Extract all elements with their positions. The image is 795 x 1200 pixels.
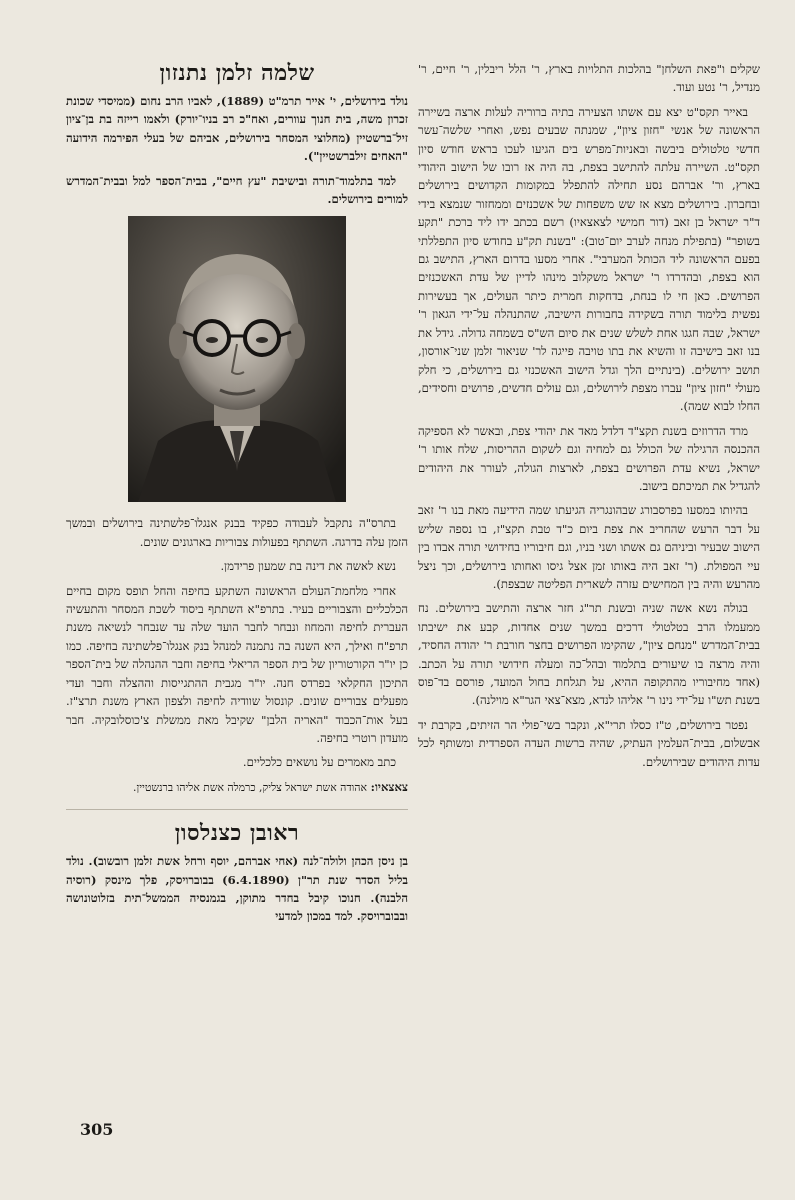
bio1-paragraph-haifa: אחרי מלחמת־העולם הראשונה השתקע בחיפה והחל תופס מקום בחיים הכלכליים והצבוריים בעיר. בתרפ"א השתתף ביסוד לשכת המסחר והתעשיה העברית לחיפה והמחוז ונבחר לחבר הועד שלה עד שנבחר לנשיאה משנת תרפ"ח ואילך, היא השנה בה נתמנה למנהל בנק אנגלו־פלשתינה בחיפה. כמו כן יו"ר הקורטוריון של בית הספר הריאלי בחיפה וחבר ההנהלה של בית־הספר התיכון החקלאי בפרדס חנה. יו"ר מגבית ההתגייסות וההצלה וחבר ועדי מפעלים צבוריים שונים. קונסול שוודיה לחיפה ולצפון הארץ משנת תרצ"ז. בעל אות־הכבוד "האריה הלבן" שקיבל מאת ממשלת צ'כוסלובקיה. חבר מועדון רוטרי בחיפה. bbox=[66, 583, 408, 745]
bio-title-katznelson: ראובן כצנלסון bbox=[174, 820, 300, 847]
portrait-photo-drawing bbox=[128, 216, 346, 502]
right-paragraph-5: בגולה נשא אשה שניה ובשנת תר"ג חזר ארצה והתישב בירושלים. נח ממעמלו הרב בטלטולי דרכים במשך שנים אחדות, קבע את ישיבתו בבית־המדרש "מנחם ציון", שהקימו הפרושים בחצר חורבת ר' יהודה החסיד, והיה מרצה בו שיעורים בתלמוד ובהל־כה ומעלה חידושי תורה על הכתב. (אחד מחיבוריו מהתקופה ההיא, על תגלחת בחול המועד, פורסם בד־פוס בשנת תש"ו על־ידי נינו ר' אליהו לנדא, מצא־צאי הגר"א מוילנה). bbox=[418, 601, 760, 708]
bio2-paragraph-birth: בן ניסן הכהן ולולה־לנה (אחי אברהם, יוסף ורחל אשת זלמן רובשוב). נולד בליל הסדר שנת תר"ן (6.4.1890) בבוברויסק, פלך מינסק (רוסיה הלבנה). חנוכו קיבל בחדר מתוקן, בגמנסיה הממשל־תית בזלוטונושה ובבוברויסק. למד במכון למדעי bbox=[66, 854, 408, 924]
portrait-photo bbox=[128, 216, 346, 502]
right-paragraph-2: באייר תקס"ט יצא עם אשתו הצעירה בתיה ברוריה לעלות ארצה בשיירה הראשונה של אנשי "חזון ציון", שמנתה שבעים נפש, ואחרי שלשה־עשר חדשי טלטולים ביבשה ובאניות־מפרש בים הגיעו לעכו בראש חודש סיון תקס"ט. השיירה עלתה להתישב בצפת, בה היה אז רובו של הישוב היהודי בארץ, ור' אברהם נסע תחילה להתפלל במקומות הקדושים בירושלים ובחברון. בירושלים מצא אז שש משפחות של אשכנזים וממחזור שנמצא בידי ד"ר ישראל בן זאב (דור חמישי לצאצאיו) רשם בכתב ידו ליד ברכת "תקע בשופר" (בתפילת מנחה לערב יום־טוב): "בשנת תק"ע בחודש סיון התפללתי בפעם הראשונה ליד הכותל המערבי". אחרי מסעו בדרום הארץ, התישב גם הוא בצפת, ובהדרדו ר' ישראל משקלוב מינהו לדיין של עדת האשכנזים הפרושים. כאן חי לו בנחת, בדחקות חמרית כיתר העולים, אך בעשירות נפשית בלימוד תורה בשקידה בחבורות הישיבה, שהתנהלה על־ידי הגאון ר' ישראל, שבה חגגו אחת לשלש שנים את סיום הש"ס בשמחה גדולה. גידל את בנו זאב בישיבה זו והשיא את בתו טויבה פייגה לר' שניאור זלמן שני־אורסון, תושב ירושלים. (בינתיים הלך וגדל הישוב האשכנזי גם בירושלים, כי חלק מעולי "חזון ציון" עברו מצפת לירושלים, וגם עולים חדשים, פרושים וחסידים, החלו לבוא שמה). bbox=[418, 104, 760, 414]
bio1-paragraph-birth: נולד בירושלים, י' אייר תרמ"ט (1889), לאביו הרב נחום (ממיסדי שכונת זכרון משה, בית חנוך עוורים, ואח"כ רב בניו־יורק) ולאמו רייזה בת בן־ציון זיל־ברשטיין (מחלוצי המסחר בירושלים, אביהם של בעלי הפירמה הידועה "האחים זילברשטיין"). bbox=[66, 94, 408, 164]
page-number: 305 bbox=[80, 1120, 114, 1139]
bio1-descendants-text: אהודה אשת ישראל צליק, כרמלה אשת אליהו ברנשטיין. bbox=[133, 780, 367, 794]
right-paragraph-3: מרד הדרוזים בשנת תקצ"ד דלדל מאד את יהודי צפת, ובאשר לא הספיקה ההכנסה הרגילה של הכולל גם למחיה וגם לשקום ההריסות, שלח אותו ר' ישראל, נשיא עדת הפרושים בצפת, לארצות הגולה, לעורר את היהודים להגדיל את תמיכתם בישוב. bbox=[418, 423, 760, 493]
left-column bbox=[66, 60, 408, 932]
bio1-paragraph-marriage: נשא לאשה את דינה בת שמעון פרידמן. bbox=[220, 559, 396, 574]
bio-title-natanzon: שלמה זלמן נתנזון bbox=[159, 60, 315, 86]
right-paragraph-6: נפטר בירושלים, ט"ז כסלו תרי"א, ונקבר בשי־פולי הר הזיתים, בקרבת יד אבשלום, בבית־העלמין העתיק, שהיה ברשות העדה הספרדית ומשותף לכל עדות היהודים שבירושלים. bbox=[418, 717, 760, 769]
right-paragraph-1: שקלים ו"פאת השלחן" בהלכות התלויות בארץ, ר' הלל ריבלין, ר' חיים, ר' מנדיל, ר' נטע ועוד. bbox=[418, 62, 760, 95]
right-column bbox=[418, 60, 760, 777]
bio1-descendants-label: צאצאיו: bbox=[370, 779, 408, 794]
bio1-paragraph-career: בתרס"ה נתקבל לעבודה כפקיד בבנק אנגלו־פלשתינה בירושלים ובמשך הזמן עלה בדרגה. השתתף בפעולות צבוריות בארגונים שונים. bbox=[66, 516, 408, 549]
section-divider bbox=[66, 809, 408, 810]
bio1-paragraph-education: למד בתלמוד־תורה ובישיבת "עץ חיים", בבית־הספר למל ובבית־המדרש למורים בירושלים. bbox=[66, 173, 408, 207]
right-paragraph-4: בהיותו במסעו בפרסבורג שבהונגריה הגיעתו שמה הידיעה מאת בנו ר' זאב על דבר הרעש שהחריב את צפת ביום כ"ד טבת תקצ"ז, בו נספה שליש הישוב שבעיר וביניהם גם אשתו ושני בניו, וגם חיבוריו בחידושי תורה אבדו בין עיי המפולת. (ר' זאב היה באותו זמן אצל גיסו ואחותו בירושלים, וכך ניצל מהרעש והיה בין המחישים עזרה לשארית הפליטה שבצפת). bbox=[418, 503, 760, 591]
bio1-paragraph-writings: כתב מאמרים על נושאים כלכליים. bbox=[242, 755, 396, 770]
bio1-descendants bbox=[66, 778, 408, 797]
